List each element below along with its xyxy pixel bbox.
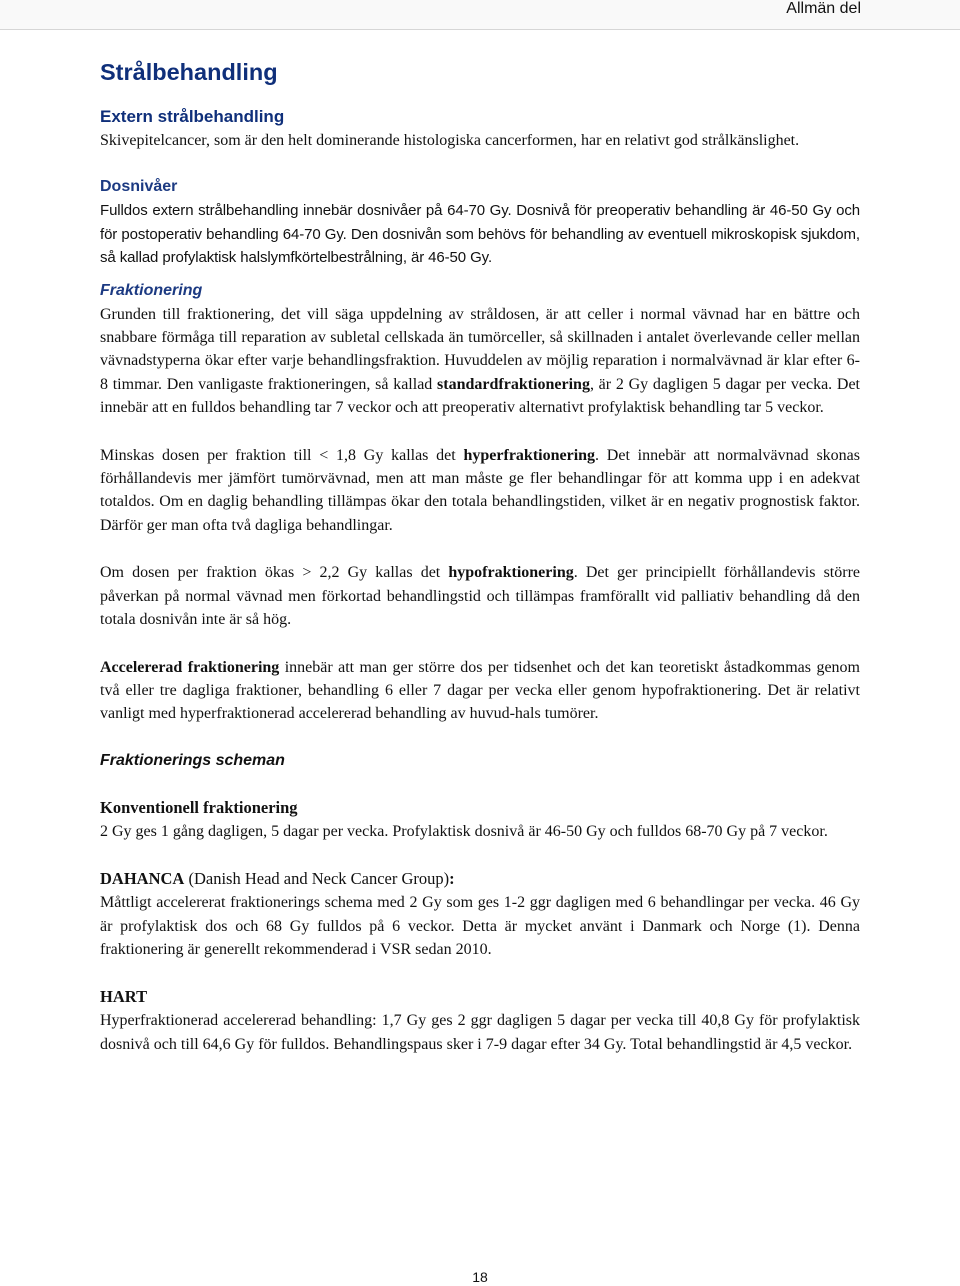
page-title: Strålbehandling <box>100 59 278 85</box>
section-title-extern: Extern strålbehandling <box>100 107 285 126</box>
hart-paragraph: Hyperfraktionerad accelererad behandling: 1,7 Gy ges 2 ggr dagligen 5 dagar per vecka till 40,8 Gy för profylaktisk dosnivå och till 64,6 Gy för fulldos. Behandlingspaus sker i 7-9 dagar efter 34 Gy. Total behandlingstid är 4,5 veckor. <box>100 1012 860 1053</box>
dahanca-full-name: (Danish Head and Neck Cancer Group) <box>184 869 450 889</box>
fraktionering-p1-text-a: Grunden till fraktionering, det vill säga uppdelning av stråldosen, är att celler i normal vävnad har en bättre och snabbare förmåga till reparation av subletal cellskada än tumörceller, så skillnaden i antalet överlevande celler mellan vävnadstyperna ökar efter varje behandlingsfraktion. Huvuddelen av möjlig reparation i normalvävnad är klar efter 6-8 timmar. Den vanligaste fraktioneringen, så kallad <box>100 305 860 393</box>
subheading-fraktionerings-scheman: Fraktionerings scheman <box>100 751 285 769</box>
header-section-label: Allmän del <box>786 0 861 17</box>
fraktionering-paragraph-2 <box>100 444 860 538</box>
dahanca-colon: : <box>449 869 455 889</box>
subheading-dosnivaer: Dosnivåer <box>100 178 178 196</box>
page-number: 18 <box>472 1269 488 1285</box>
fraktionering-paragraph-1 <box>100 303 860 420</box>
dosnivaer-text-1: Fulldos extern strålbehandling innebär dosnivåer på 64-70 Gy. Dosnivå för preoperativ behandling är 46-50 Gy och för postoperativ behandling 64-70 Gy. <box>100 202 860 243</box>
dosnivaer-paragraph <box>100 199 860 269</box>
subheading-fraktionering: Fraktionering <box>100 281 203 299</box>
fraktionering-p2-text-a: Minskas dosen per fraktion till < 1,8 Gy kallas det <box>100 446 464 464</box>
term-standardfraktionering: standardfraktionering <box>437 375 590 393</box>
dosnivaer-text-2: Den dosnivån som behövs för behandling av eventuell mikroskopisk sjukdom, så kallad profylaktisk halslymfkörtelbestrålning, är 46-50 Gy. <box>100 225 860 267</box>
dahanca-paragraph: Måttligt accelererat fraktionerings schema med 2 Gy som ges 1-2 ggr dagligen med 6 behandlingar per vecka. 46 Gy är profylaktisk dos och 68 Gy fulldos på 6 veckor. Detta är mycket använt i Danmark och Norge (1). Denna fraktionering är generellt rekommenderad i VSR sedan 2010. <box>100 894 860 958</box>
term-hypofraktionering: hypofraktionering <box>448 564 574 582</box>
page-header <box>0 0 960 30</box>
konventionell-paragraph: 2 Gy ges 1 gång dagligen, 5 dagar per vecka. Profylaktisk dosnivå är 46-50 Gy och fulldos 68-70 Gy på 7 veckor. <box>100 822 828 840</box>
konventionell-title: Konventionell fraktionering <box>100 797 298 817</box>
fraktionering-p2-text-b: . Det innebär att normalvävnad skonas förhållandevis mer jämfört tumörvävnad, men att man måste ge fler behandlingar för att komma upp i en adekvat totaldos. Om en daglig behandling tillämpas ökar den totala behandlingstiden, vilket är en negativ prognostisk faktor. Därför ger man ofta två dagliga behandlingar. <box>100 446 860 534</box>
fraktionering-paragraph-4 <box>100 656 860 726</box>
extern-intro-paragraph: Skivepitelcancer, som är den helt dominerande histologiska cancerformen, har en relativt god strålkänslighet. <box>100 132 800 149</box>
dahanca-acronym: DAHANCA <box>100 869 185 889</box>
fraktionering-paragraph-3 <box>100 561 860 631</box>
fraktionering-p3-text-a: Om dosen per fraktion ökas > 2,2 Gy kallas det <box>100 564 449 582</box>
term-hyperfraktionering: hyperfraktionering <box>463 446 596 464</box>
document-body <box>100 56 860 1056</box>
dahanca-title <box>100 867 860 891</box>
fraktionering-p1-text-b: , är 2 Gy dagligen 5 dagar per vecka. Det innebär att en fulldos behandling tar 7 veckor och att preoperativ alternativt profylaktisk behandling tar 5 veckor. <box>100 375 860 417</box>
term-accelererad-fraktionering: Accelererad fraktionering <box>100 658 280 676</box>
fraktionering-p4-text: innebär att man ger större dos per tidsenhet och det kan teoretiskt åstadkommas genom två eller tre dagliga fraktioner, behandling 6 eller 7 dagar per vecka eller genom hypofraktionering. Det är relativt vanligt med hyperfraktionerad accelererad behandling av huvud-hals tumörer. <box>100 658 860 723</box>
fraktionering-p3-text-b: . Det ger principiellt förhållandevis större påverkan på normal vävnad men förkortad behandlingstid och tillämpas framförallt vid palliativ behandling då den totala dosnivån inte är så hög. <box>100 564 861 629</box>
hart-title: HART <box>100 987 148 1007</box>
